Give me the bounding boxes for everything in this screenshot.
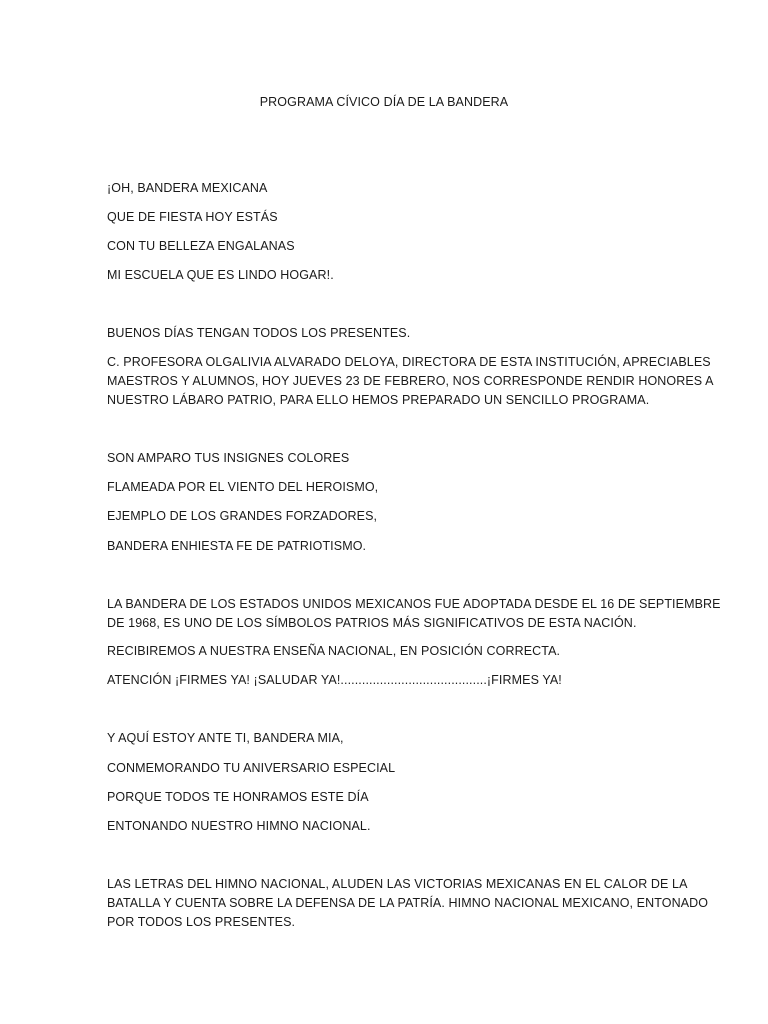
stanza3-line-4: ENTONANDO NUESTRO HIMNO NACIONAL. xyxy=(107,819,371,833)
attention-text: ATENCIÓN ¡FIRMES YA! ¡SALUDAR YA!.........................................¡FIRMES YA! xyxy=(107,673,562,687)
stanza3-line-2: CONMEMORANDO TU ANIVERSARIO ESPECIAL xyxy=(107,761,396,775)
anthem-paragraph xyxy=(107,875,709,932)
intro-paragraph xyxy=(107,353,714,410)
intro-line-2: MAESTROS Y ALUMNOS, HOY JUEVES 23 DE FEBRERO, NOS CORRESPONDE RENDIR HONORES A xyxy=(107,374,714,388)
stanza2-line-4: BANDERA ENHIESTA FE DE PATRIOTISMO. xyxy=(107,539,367,553)
stanza2-line-3: EJEMPLO DE LOS GRANDES FORZADORES, xyxy=(107,509,378,523)
stanza3-line-3: PORQUE TODOS TE HONRAMOS ESTE DÍA xyxy=(107,790,369,804)
anthem-line-1: LAS LETRAS DEL HIMNO NACIONAL, ALUDEN LAS VICTORIAS MEXICANAS EN EL CALOR DE LA xyxy=(107,877,688,891)
stanza1-line-2: QUE DE FIESTA HOY ESTÁS xyxy=(107,210,278,224)
adoption-line-2: DE 1968, ES UNO DE LOS SÍMBOLOS PATRIOS MÁS SIGNIFICATIVOS DE ESTA NACIÓN. xyxy=(107,616,637,630)
stanza1-line-4: MI ESCUELA QUE ES LINDO HOGAR!. xyxy=(107,268,334,282)
anthem-line-3: POR TODOS LOS PRESENTES. xyxy=(107,915,296,929)
greeting-text: BUENOS DÍAS TENGAN TODOS LOS PRESENTES. xyxy=(107,326,411,340)
intro-line-1: C. PROFESORA OLGALIVIA ALVARADO DELOYA, DIRECTORA DE ESTA INSTITUCIÓN, APRECIABLES xyxy=(107,355,711,369)
stanza3-line-1: Y AQUÍ ESTOY ANTE TI, BANDERA MIA, xyxy=(107,731,344,745)
stanza1-line-3: CON TU BELLEZA ENGALANAS xyxy=(107,239,295,253)
stanza1-line-1: ¡OH, BANDERA MEXICANA xyxy=(107,181,268,195)
anthem-line-2: BATALLA Y CUENTA SOBRE LA DEFENSA DE LA PATRÍA. HIMNO NACIONAL MEXICANO, ENTONADO xyxy=(107,896,709,910)
adoption-line-1: LA BANDERA DE LOS ESTADOS UNIDOS MEXICANOS FUE ADOPTADA DESDE EL 16 DE SEPTIEMBRE xyxy=(107,597,721,611)
receive-text: RECIBIREMOS A NUESTRA ENSEÑA NACIONAL, EN POSICIÓN CORRECTA. xyxy=(107,644,561,658)
stanza2-line-1: SON AMPARO TUS INSIGNES COLORES xyxy=(107,451,350,465)
intro-line-3: NUESTRO LÁBARO PATRIO, PARA ELLO HEMOS PREPARADO UN SENCILLO PROGRAMA. xyxy=(107,393,650,407)
adoption-paragraph xyxy=(107,595,721,633)
document-title: PROGRAMA CÍVICO DÍA DE LA BANDERA xyxy=(259,95,509,109)
stanza2-line-2: FLAMEADA POR EL VIENTO DEL HEROISMO, xyxy=(107,480,379,494)
